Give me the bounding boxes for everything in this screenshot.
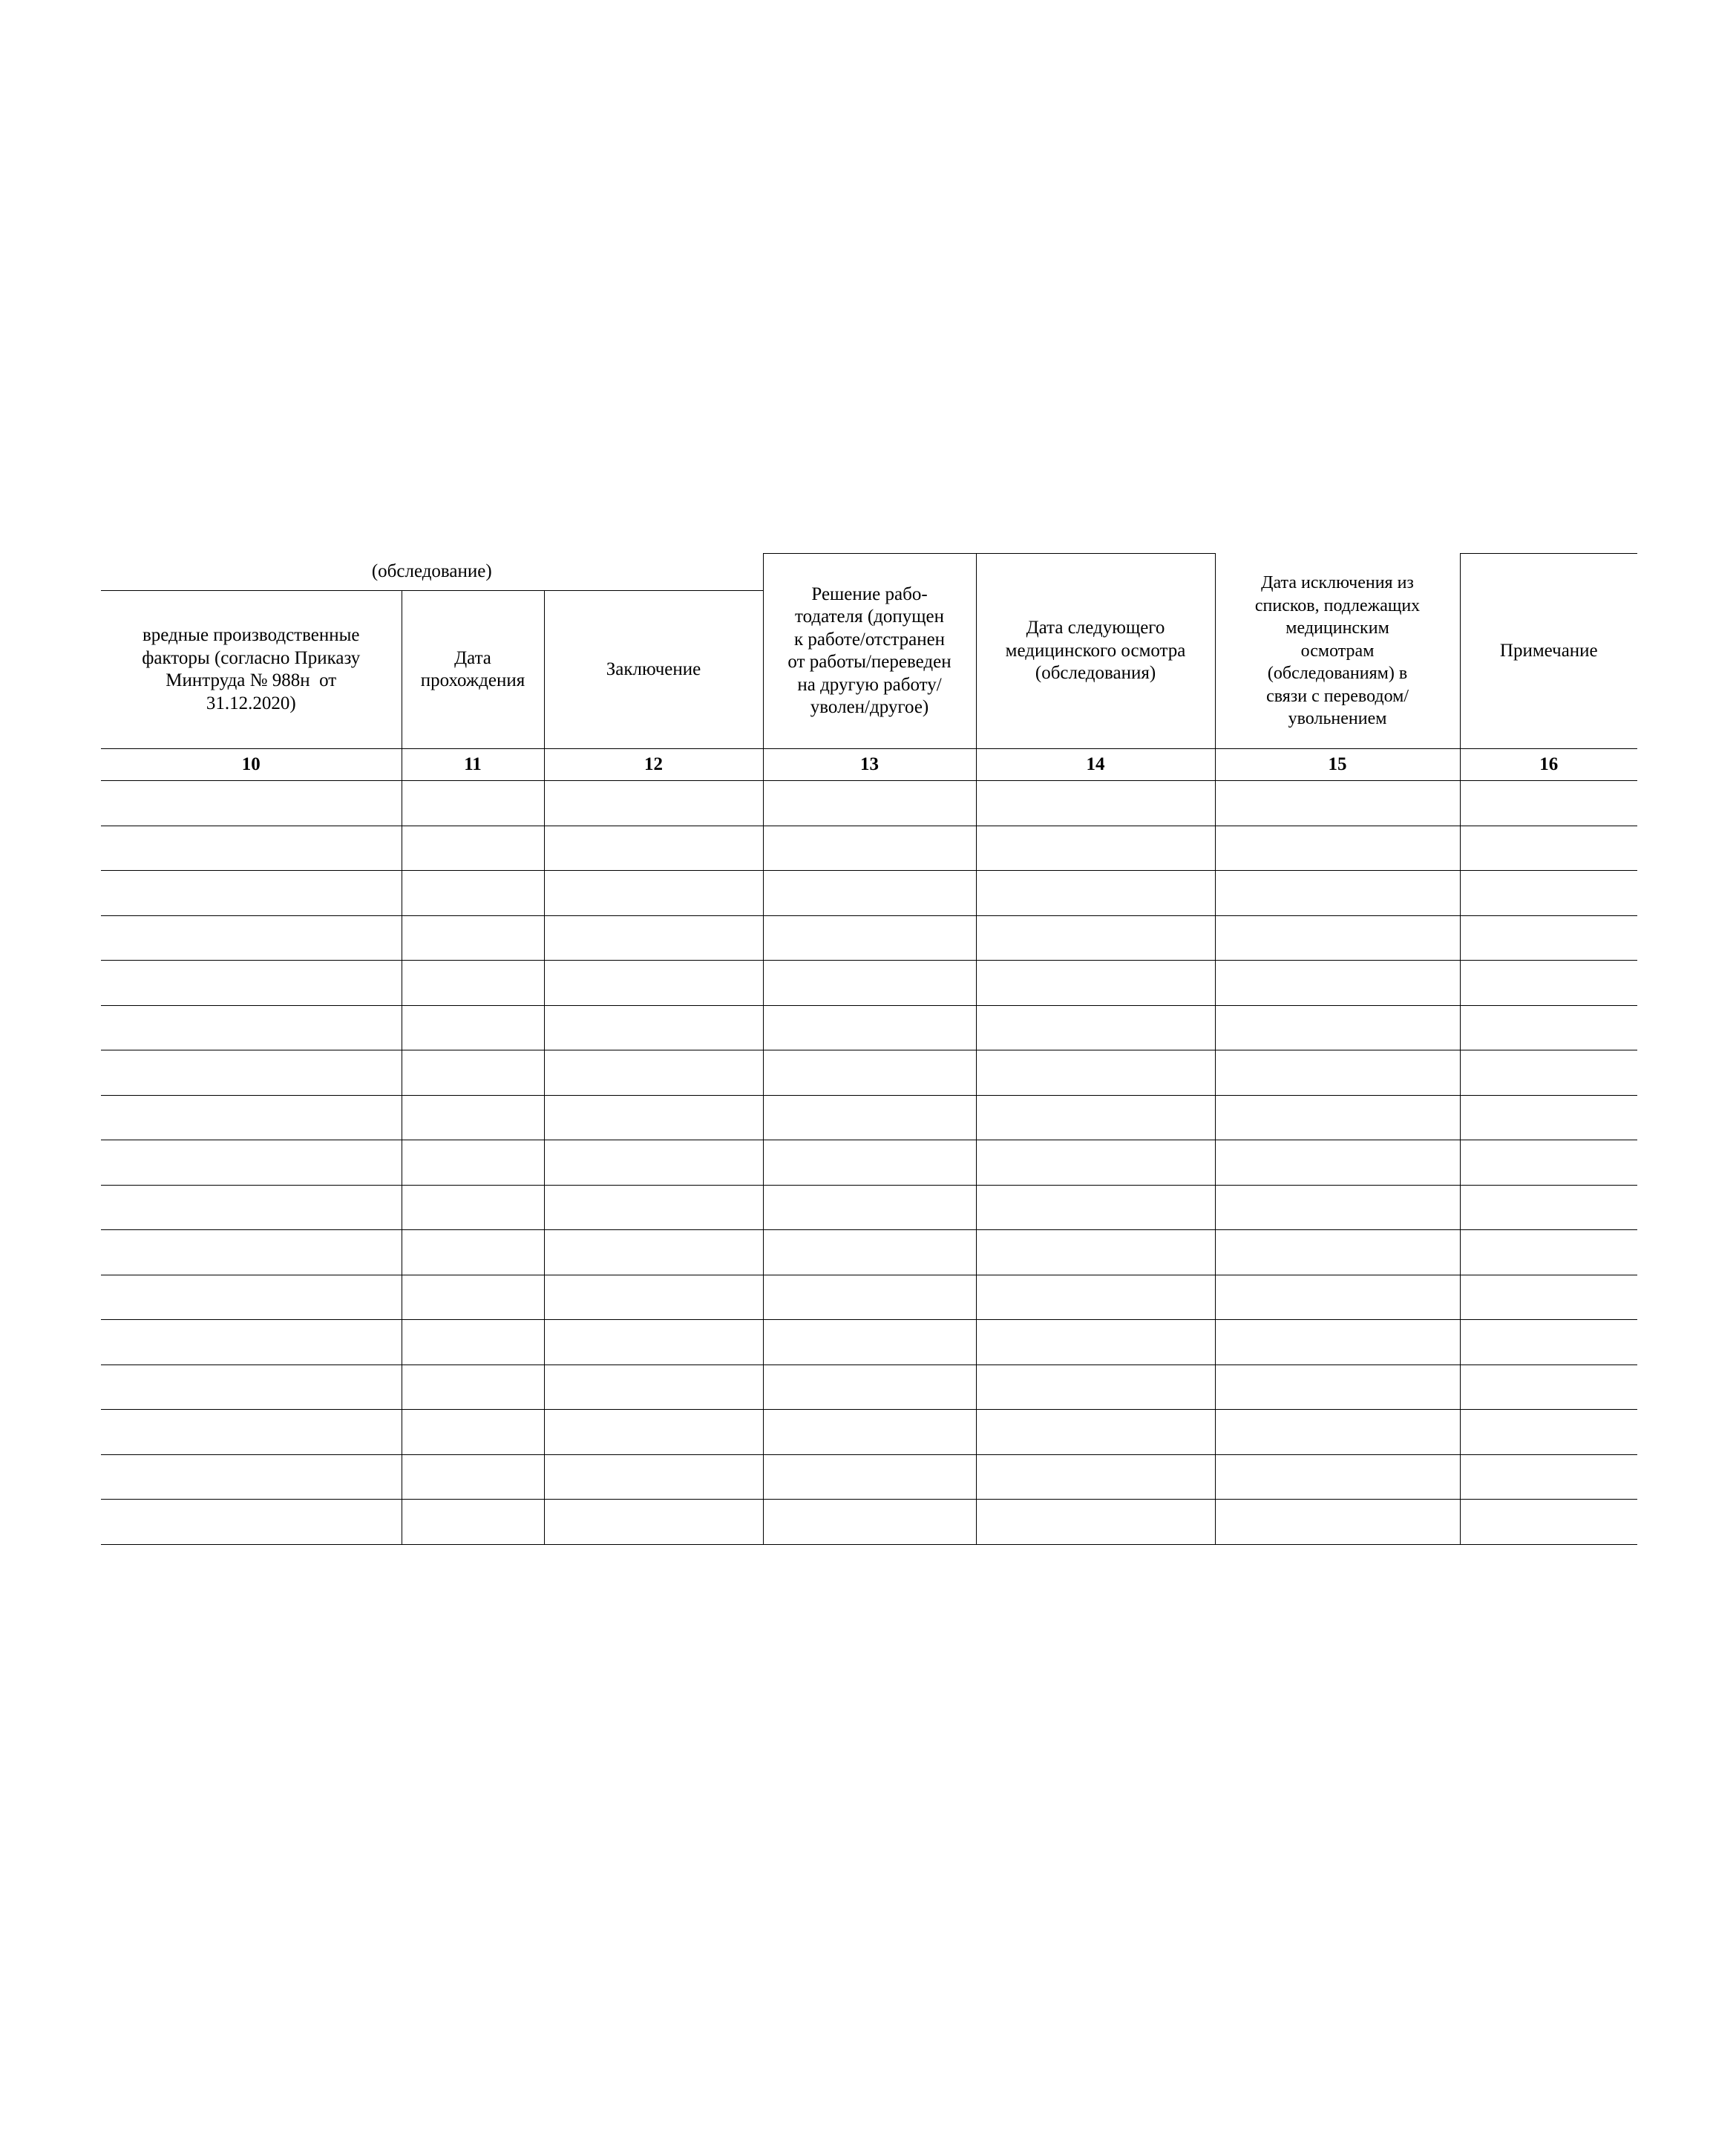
table-cell[interactable]	[976, 1320, 1215, 1365]
table-cell[interactable]	[976, 915, 1215, 961]
table-cell[interactable]	[101, 1410, 402, 1455]
table-cell[interactable]	[763, 1050, 976, 1096]
table-cell[interactable]	[101, 1185, 402, 1230]
table-cell[interactable]	[1215, 781, 1460, 826]
column-number-10: 10	[101, 749, 402, 781]
table-cell[interactable]	[1215, 1230, 1460, 1275]
table-row[interactable]	[101, 1140, 1637, 1186]
table-cell[interactable]	[544, 1095, 763, 1140]
table-cell[interactable]	[101, 1275, 402, 1320]
table-cell[interactable]	[976, 1050, 1215, 1096]
table-cell[interactable]	[402, 1095, 544, 1140]
table-cell[interactable]	[1460, 1140, 1637, 1186]
table-cell[interactable]	[402, 871, 544, 916]
table-row[interactable]	[101, 1320, 1637, 1365]
column-header-14-label: Дата следующего медицинского осмотра (обследования)	[1005, 618, 1186, 684]
table-cell[interactable]	[763, 1364, 976, 1410]
table-cell[interactable]	[101, 1005, 402, 1050]
table-cell[interactable]	[544, 1050, 763, 1096]
table-cell[interactable]	[402, 826, 544, 871]
table-cell[interactable]	[763, 1320, 976, 1365]
table-row[interactable]	[101, 1185, 1637, 1230]
table-cell[interactable]	[544, 1320, 763, 1365]
table-cell[interactable]	[763, 1230, 976, 1275]
table-cell[interactable]	[976, 1095, 1215, 1140]
column-number-16: 16	[1460, 749, 1637, 781]
table-row[interactable]	[101, 1230, 1637, 1275]
table-cell[interactable]	[402, 1050, 544, 1096]
table-cell[interactable]	[1215, 1050, 1460, 1096]
table-cell[interactable]	[1215, 871, 1460, 916]
table-cell[interactable]	[1215, 1364, 1460, 1410]
column-header-12-label: Заключение	[606, 658, 701, 679]
column-header-14	[976, 554, 1215, 749]
table-cell[interactable]	[1460, 826, 1637, 871]
table-cell[interactable]	[1460, 1185, 1637, 1230]
table-cell[interactable]	[1460, 1364, 1637, 1410]
table-cell[interactable]	[402, 1185, 544, 1230]
table-cell[interactable]	[763, 1005, 976, 1050]
table-cell[interactable]	[544, 1500, 763, 1545]
table-cell[interactable]	[1460, 915, 1637, 961]
table-cell[interactable]	[1215, 826, 1460, 871]
table-cell[interactable]	[544, 961, 763, 1006]
table-cell[interactable]	[976, 1230, 1215, 1275]
column-header-13-label: Решение рабо- тодателя (допущен к работе/отстранен от работы/переведен на другую работу/ уволен/другое)	[787, 584, 951, 717]
table-cell[interactable]	[763, 1454, 976, 1500]
column-header-10	[101, 591, 402, 749]
table-cell[interactable]	[402, 1364, 544, 1410]
table-cell[interactable]	[544, 826, 763, 871]
column-header-12	[544, 591, 763, 749]
table-cell[interactable]	[101, 1095, 402, 1140]
table-cell[interactable]	[402, 781, 544, 826]
table-cell[interactable]	[1460, 1410, 1637, 1455]
table-cell[interactable]	[101, 781, 402, 826]
group-header-examination: (обследование)	[101, 554, 763, 591]
column-header-11-label: Дата прохождения	[420, 647, 525, 690]
table-cell[interactable]	[1460, 961, 1637, 1006]
table-cell[interactable]	[1215, 1500, 1460, 1545]
table-cell[interactable]	[101, 1230, 402, 1275]
table-cell[interactable]	[976, 1454, 1215, 1500]
registry-table	[101, 553, 1637, 1545]
table-cell[interactable]	[1215, 1454, 1460, 1500]
table-cell[interactable]	[402, 1454, 544, 1500]
column-header-11	[402, 591, 544, 749]
table-row[interactable]	[101, 1095, 1637, 1140]
table-cell[interactable]	[763, 1275, 976, 1320]
table-cell[interactable]	[1460, 1275, 1637, 1320]
table-cell[interactable]	[1215, 1320, 1460, 1365]
table-cell[interactable]	[763, 826, 976, 871]
table-cell[interactable]	[976, 1500, 1215, 1545]
table-cell[interactable]	[1460, 1095, 1637, 1140]
table-cell[interactable]	[544, 1140, 763, 1186]
table-cell[interactable]	[402, 1140, 544, 1186]
table-cell[interactable]	[763, 1140, 976, 1186]
table-row[interactable]	[101, 1364, 1637, 1410]
table-cell[interactable]	[544, 915, 763, 961]
column-header-16-label: Примечание	[1499, 640, 1598, 661]
table-cell[interactable]	[1215, 915, 1460, 961]
table-cell[interactable]	[976, 871, 1215, 916]
table-cell[interactable]	[402, 961, 544, 1006]
table-cell[interactable]	[763, 1185, 976, 1230]
column-number-13: 13	[763, 749, 976, 781]
table-row[interactable]	[101, 1454, 1637, 1500]
table-cell[interactable]	[1460, 1050, 1637, 1096]
table-cell[interactable]	[402, 1005, 544, 1050]
table-row[interactable]	[101, 915, 1637, 961]
column-header-15-label: Дата исключения из списков, подлежащих медицинским осмотрам (обследованиям) в связи с переводом/ увольнением	[1254, 573, 1421, 728]
table-cell[interactable]	[763, 1095, 976, 1140]
table-cell[interactable]	[544, 781, 763, 826]
table-cell[interactable]	[402, 1410, 544, 1455]
table-group-header-row	[101, 554, 1637, 591]
table-cell[interactable]	[976, 961, 1215, 1006]
table-cell[interactable]	[101, 1500, 402, 1545]
table-cell[interactable]	[101, 1364, 402, 1410]
table-row[interactable]	[101, 1275, 1637, 1320]
table-body	[101, 781, 1637, 1545]
table-cell[interactable]	[763, 871, 976, 916]
table-cell[interactable]	[976, 781, 1215, 826]
table-row[interactable]	[101, 826, 1637, 871]
table-row[interactable]	[101, 961, 1637, 1006]
table-cell[interactable]	[101, 826, 402, 871]
table-cell[interactable]	[402, 1500, 544, 1545]
table-cell[interactable]	[763, 961, 976, 1006]
table-cell[interactable]	[1215, 961, 1460, 1006]
column-header-13	[763, 554, 976, 749]
column-header-10-label: вредные производственные факторы (согласно Приказу Минтруда № 988н от 31.12.2020)	[142, 625, 361, 713]
table-cell[interactable]	[1460, 1320, 1637, 1365]
table-cell[interactable]	[101, 1454, 402, 1500]
table-row[interactable]	[101, 871, 1637, 916]
table-cell[interactable]	[101, 961, 402, 1006]
table-cell[interactable]	[1460, 1230, 1637, 1275]
table-cell[interactable]	[763, 781, 976, 826]
column-header-15	[1215, 554, 1460, 749]
table-cell[interactable]	[402, 1230, 544, 1275]
table-cell[interactable]	[544, 1230, 763, 1275]
table-cell[interactable]	[1460, 1500, 1637, 1545]
table-cell[interactable]	[1215, 1275, 1460, 1320]
table-cell[interactable]	[976, 826, 1215, 871]
table-cell[interactable]	[1215, 1095, 1460, 1140]
table-cell[interactable]	[1460, 1454, 1637, 1500]
table-cell[interactable]	[1460, 871, 1637, 916]
table-cell[interactable]	[976, 1005, 1215, 1050]
table-cell[interactable]	[1460, 781, 1637, 826]
column-number-14: 14	[976, 749, 1215, 781]
table-cell[interactable]	[976, 1364, 1215, 1410]
table-cell[interactable]	[101, 1140, 402, 1186]
table-cell[interactable]	[101, 1320, 402, 1365]
table-row[interactable]	[101, 1410, 1637, 1455]
table-cell[interactable]	[976, 1185, 1215, 1230]
table-cell[interactable]	[544, 1364, 763, 1410]
table-cell[interactable]	[402, 915, 544, 961]
table-cell[interactable]	[763, 1500, 976, 1545]
table-row[interactable]	[101, 781, 1637, 826]
table-cell[interactable]	[1215, 1185, 1460, 1230]
table-cell[interactable]	[544, 871, 763, 916]
table-cell[interactable]	[763, 1410, 976, 1455]
table-cell[interactable]	[544, 1005, 763, 1050]
table-cell[interactable]	[402, 1275, 544, 1320]
table-cell[interactable]	[101, 871, 402, 916]
table-cell[interactable]	[101, 1050, 402, 1096]
column-header-16	[1460, 554, 1637, 749]
table-cell[interactable]	[763, 915, 976, 961]
table-column-number-row	[101, 749, 1637, 781]
registry-table-container	[101, 553, 1637, 1545]
table-cell[interactable]	[544, 1454, 763, 1500]
column-number-15: 15	[1215, 749, 1460, 781]
table-row[interactable]	[101, 1050, 1637, 1096]
table-cell[interactable]	[101, 915, 402, 961]
table-cell[interactable]	[976, 1275, 1215, 1320]
table-row[interactable]	[101, 1500, 1637, 1545]
table-cell[interactable]	[402, 1320, 544, 1365]
column-number-12: 12	[544, 749, 763, 781]
table-cell[interactable]	[976, 1410, 1215, 1455]
table-cell[interactable]	[544, 1410, 763, 1455]
table-row[interactable]	[101, 1005, 1637, 1050]
column-number-11: 11	[402, 749, 544, 781]
table-cell[interactable]	[544, 1275, 763, 1320]
table-cell[interactable]	[976, 1140, 1215, 1186]
table-cell[interactable]	[1460, 1005, 1637, 1050]
table-cell[interactable]	[1215, 1005, 1460, 1050]
table-cell[interactable]	[1215, 1140, 1460, 1186]
table-cell[interactable]	[1215, 1410, 1460, 1455]
table-cell[interactable]	[544, 1185, 763, 1230]
